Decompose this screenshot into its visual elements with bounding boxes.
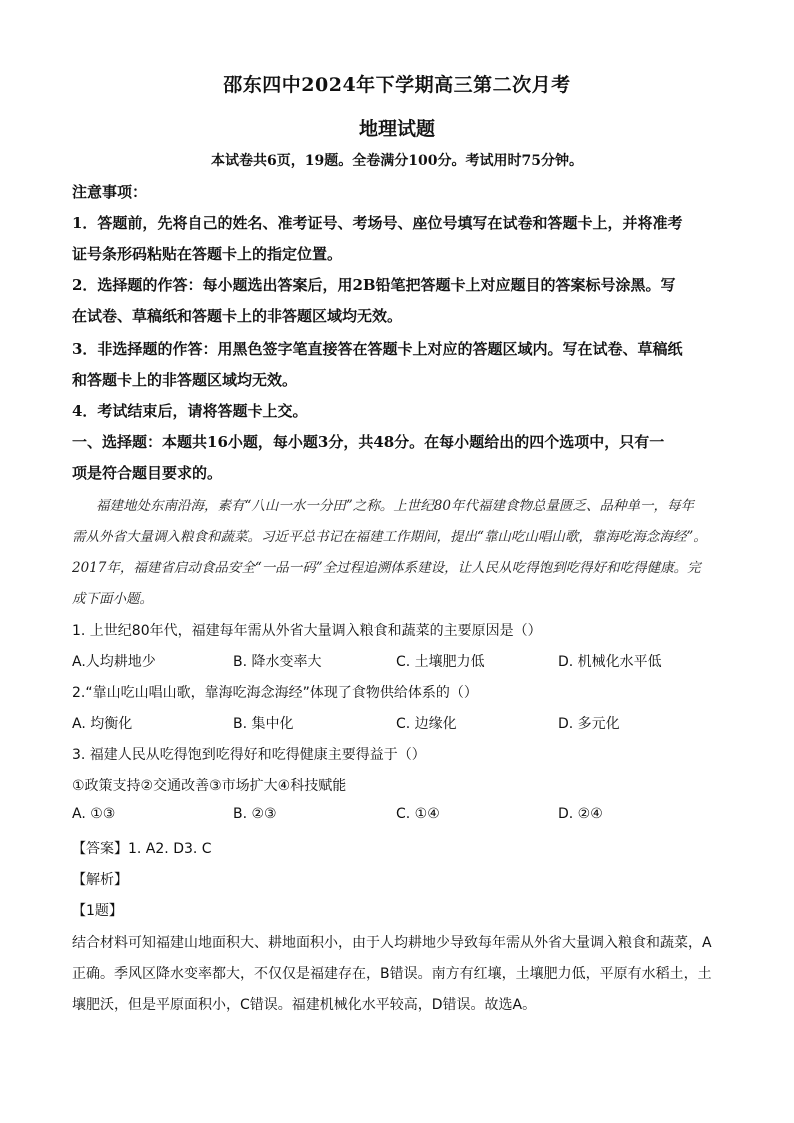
analysis-heading: 【解析】 — [72, 872, 128, 888]
question-stem: 1. 上世纪80年代，福建每年需从外省大量调入粮食和蔬菜的主要原因是（） — [72, 623, 542, 639]
option-c: C. 边缘化 — [396, 716, 457, 732]
option-c: C. 土壤肥力低 — [396, 654, 485, 670]
explanation-line: 壤肥沃，但是平原面积小，C错误。福建机械化水平较高，D错误。故选A。 — [72, 997, 537, 1013]
passage-line: 2017年，福建省启动食品安全“一品一码”全过程追溯体系建设，让人民从吃得饱到吃得好和吃得健康。完 — [72, 560, 701, 576]
notice-line: 在试卷、草稿纸和答题卡上的非答题区域均无效。 — [72, 307, 403, 325]
exam-meta: 本试卷共6页，19题。全卷满分100分。考试用时75分钟。 — [211, 153, 583, 169]
notice-line: 1．答题前，先将自己的姓名、准考证号、考场号、座位号填写在试卷和答题卡上，并将准考 — [72, 214, 683, 232]
option-a: A. 均衡化 — [72, 716, 133, 732]
question-label: 【1题】 — [72, 903, 123, 919]
exam-subject: 地理试题 — [358, 118, 435, 140]
notice-line: 2．选择题的作答：每小题选出答案后，用2B铅笔把答题卡上对应题目的答案标号涂黑。写 — [72, 276, 676, 294]
question-choices: ①政策支持②交通改善③市场扩大④科技赋能 — [72, 778, 347, 794]
notice-heading: 注意事项： — [72, 183, 148, 201]
option-a: A. ①③ — [72, 806, 116, 822]
notice-line: 3．非选择题的作答：用黑色签字笔直接答在答题卡上对应的答题区域内。写在试卷、草稿纸 — [72, 340, 683, 358]
passage-line: 需从外省大量调入粮食和蔬菜。习近平总书记在福建工作期间，提出“靠山吃山唱山歌，靠海吃海念海经”。 — [72, 529, 707, 545]
section-heading: 项是符合题目要求的。 — [72, 464, 223, 482]
notice-line: 4．考试结束后，请将答题卡上交。 — [72, 402, 308, 420]
option-b: B. ②③ — [233, 806, 277, 822]
exam-title: 邵东四中2024年下学期高三第二次月考 — [223, 74, 571, 96]
option-c: C. ①④ — [396, 806, 440, 822]
option-a: A.人均耕地少 — [72, 654, 156, 670]
option-d: D. ②④ — [558, 806, 603, 822]
explanation-line: 结合材料可知福建山地面积大、耕地面积小，由于人均耕地少导致每年需从外省大量调入粮食和蔬菜，A — [72, 935, 712, 951]
option-b: B. 降水变率大 — [233, 654, 322, 670]
passage-line: 福建地处东南沿海，素有“八山一水一分田”之称。上世纪80年代福建食物总量匮乏、品种单一，每年 — [96, 498, 694, 514]
section-heading: 一、选择题：本题共16小题，每小题3分，共48分。在每小题给出的四个选项中，只有一 — [72, 433, 665, 451]
option-b: B. 集中化 — [233, 716, 294, 732]
option-d: D. 多元化 — [558, 716, 620, 732]
notice-line: 证号条形码粘贴在答题卡上的指定位置。 — [72, 245, 343, 263]
question-stem: 2.“靠山吃山唱山歌，靠海吃海念海经”体现了食物供给体系的（） — [72, 685, 478, 701]
explanation-line: 正确。季风区降水变率都大，不仅仅是福建存在，B错误。南方有红壤，土壤肥力低，平原有水稻土，土 — [72, 966, 712, 982]
passage-line: 成下面小题。 — [72, 591, 153, 607]
notice-line: 和答题卡上的非答题区域均无效。 — [72, 371, 298, 389]
answer-line: 【答案】1. A2. D3. C — [72, 841, 212, 857]
option-d: D. 机械化水平低 — [558, 654, 662, 670]
question-stem: 3. 福建人民从吃得饱到吃得好和吃得健康主要得益于（） — [72, 747, 426, 763]
